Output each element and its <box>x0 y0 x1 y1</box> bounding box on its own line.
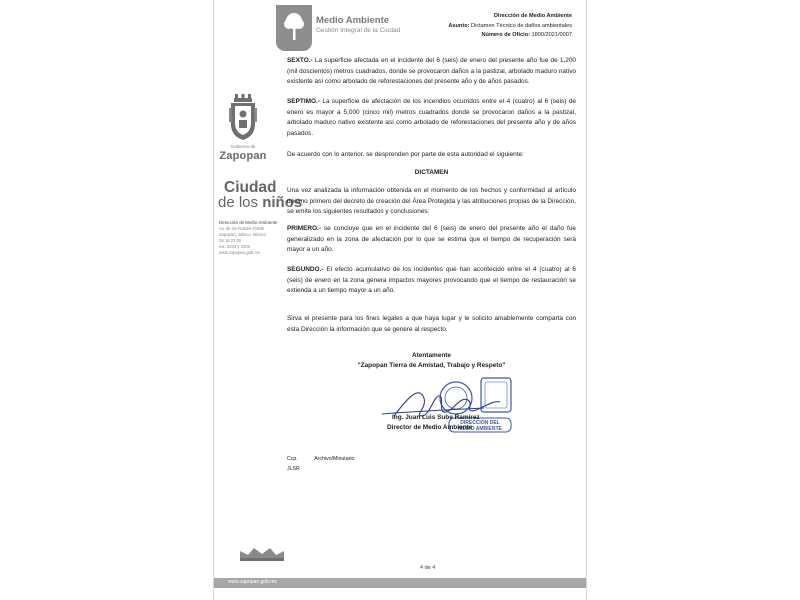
address-block <box>219 220 277 255</box>
paragraph-primero <box>287 224 576 256</box>
signer-name <box>392 413 552 424</box>
heading-text: DICTAMEN <box>414 169 449 176</box>
brand-title: Medio Ambiente <box>316 15 390 26</box>
subject-label: Asunto: <box>448 22 470 29</box>
gobierno-label: Gobierno de <box>230 144 256 149</box>
paragraph-intro: De acuerdo con lo anterior, se desprenden por parte de esta autoridad el siguiente: <box>287 151 524 158</box>
address-line: Av. de los Robles #1985 <box>219 225 265 231</box>
paragraph-label: SEGUNDO.- <box>287 266 324 273</box>
atentamente-text: Atentamente <box>412 352 451 359</box>
paragraph-text: La superficie de afectación de los incendios ocurridos entre el 4 (cuatro) al 6 (seis) de enero es mayor a 5,000 (cinco mil) metros cuadrados donde se provocaron daños a la pastizal, arbolado maduro nativo existente así como arbolado de reforestaciones del presente año y de años pasados. <box>287 98 576 137</box>
ciudad-wordmark: Ciudad <box>224 179 277 196</box>
address-line: Zapopan, Jalisco, México <box>219 231 267 237</box>
footer-url[interactable]: www.zapopan.gob.mx <box>228 579 277 585</box>
stamp-line: DIRECCIÓN DEL <box>460 420 500 426</box>
crown-icon <box>238 547 286 561</box>
paragraph-segundo <box>287 265 576 297</box>
number-value: 1800/2021/0007 <box>531 32 572 39</box>
tree-icon <box>283 10 305 44</box>
paragraph-text: se concluye que en el incidente del 6 (seis) de enero del presente año el daño fue generalizado en la zona de afectación por lo que se estima que el tiempo de recuperación será mayor a un año. <box>287 225 576 254</box>
address-line: ext. 3203 y 3205 <box>219 243 250 249</box>
address-line: www.zapopan.gob.mx <box>219 249 260 255</box>
paragraph-label: SEXTO.- <box>287 57 313 64</box>
signer-title <box>387 423 547 434</box>
paragraph-sexto <box>287 56 576 88</box>
paragraph-label: SEPTIMO.- <box>287 98 320 105</box>
zapopan-wordmark: Zapopan <box>219 150 267 162</box>
ccp-label: Ccp. <box>287 456 298 462</box>
address-line: 38 18 22 00 <box>219 237 242 243</box>
paragraph-analysis: Una vez analizada la información obtenida en el momento de los hechos y conformidad al artículo décimo primero del decreto de creación del Área Protegida y las atribuciones propias de la Dirección, se emite los siguientes resultados y conclusiones: <box>287 187 576 216</box>
header-reference <box>448 12 572 41</box>
motto-text: "Zapopan Tierra de Amistad, Trabajo y Respeto" <box>357 362 506 369</box>
number-label: Número de Oficio: <box>481 32 530 39</box>
page-number: 4 de 4 <box>420 565 436 571</box>
office-name: Dirección de Medio Ambiente <box>493 13 572 19</box>
stamp-line: MEDIO AMBIENTE <box>458 426 502 432</box>
initials: JLSR <box>287 466 300 472</box>
ccp-line <box>287 454 354 465</box>
ninos-word: niños <box>262 194 303 211</box>
paragraph-closing: Sirva el presente para los fines legales a que haya lugar y le solicito amablemente comparta con esta Dirección la información que se genere al respecto. <box>287 315 576 333</box>
ccp-value: Archivo/Minutario <box>314 456 355 462</box>
dictamen-heading <box>287 168 576 179</box>
paragraph-septimo <box>287 97 576 139</box>
document-page <box>213 0 587 600</box>
signer-title-text: Director de Medio Ambiente <box>387 424 473 431</box>
medio-ambiente-logo <box>276 5 312 51</box>
signer-name-text: Ing. Juan Luis Sube Ramírez <box>392 414 480 421</box>
motto <box>287 361 576 372</box>
paragraph-text: La superficie afectada en el incidente del 6 (seis) de enero del presente año fue de 1,200 (mil doscientos) metros cuadrados, donde se provocaron daños a la pastizal, arbolado maduro nativo existente así como arbolado de reforestaciones del presente año y de años pasados. <box>287 57 576 86</box>
paragraph-text: El efecto acumulativo de los incidentes que han acontecido entre el 4 (cuatro) al 6 (seis) de enero en la zona genera impactos mayores provocando que el tiempo de restauración se extienda a un tiempo mayor a un año. <box>287 266 576 295</box>
zapopan-crest-icon <box>229 94 257 142</box>
subject-value: Dictamen Técnico de daños ambientales <box>471 22 572 29</box>
paragraph-label: PRIMERO.- <box>287 225 321 232</box>
atentamente <box>287 351 576 362</box>
address-title: Dirección de Medio Ambiente <box>219 220 278 225</box>
ninos-de-los: de los <box>218 194 259 211</box>
brand-subtitle: Gestión Integral de la Ciudad <box>316 27 401 34</box>
